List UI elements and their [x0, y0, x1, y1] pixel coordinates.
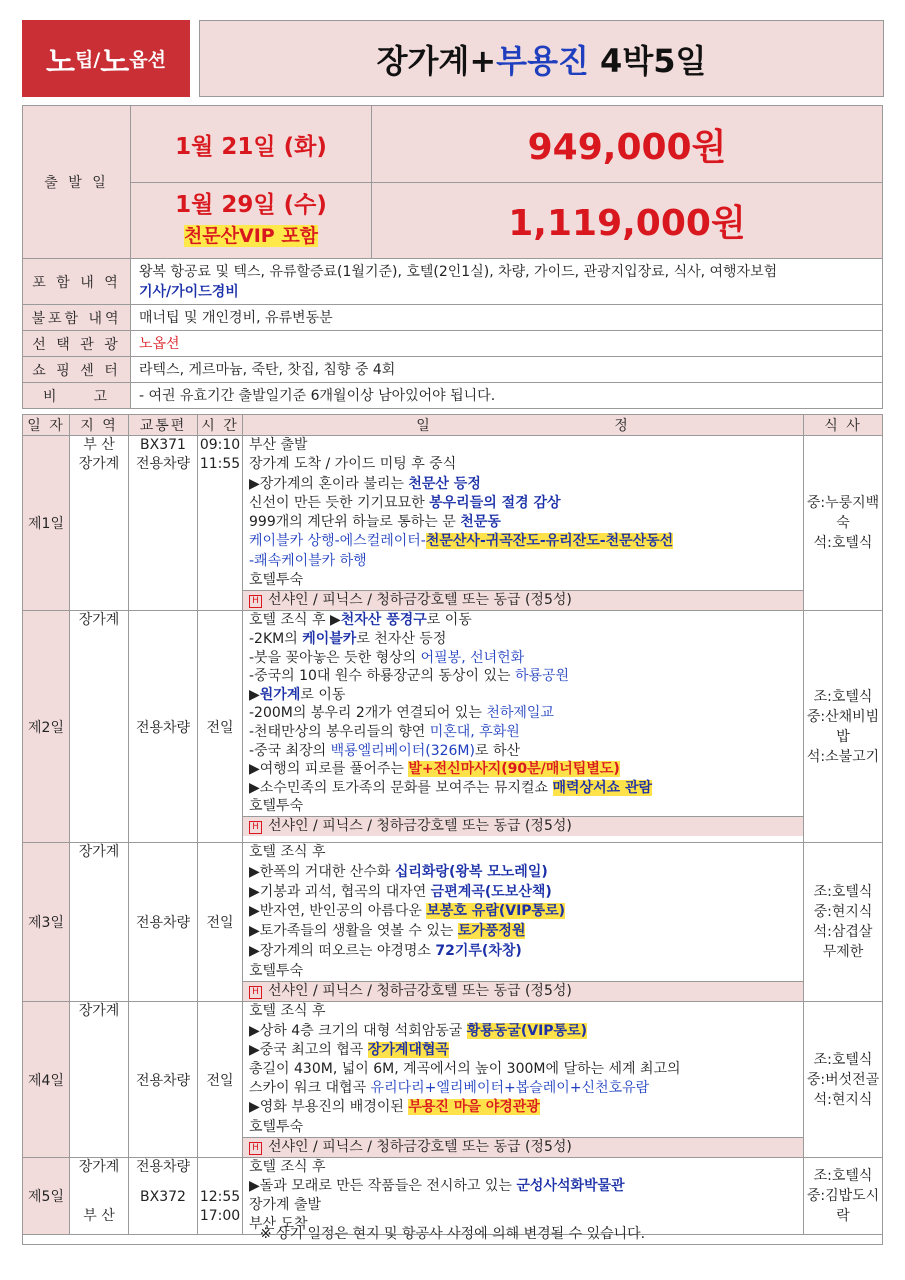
hotel-text: 선샤인 / 피닉스 / 청하금강호텔 또는 동급 (정5성)	[268, 983, 572, 1000]
region: 부 산	[83, 437, 115, 453]
plan-line: 로 이동	[300, 686, 346, 703]
include-text: 왕복 항공료 및 텍스, 유류할증료(1월기준), 호텔(2인1실), 차량, 가이드, 관광지입장료, 식사, 여행자보험	[139, 263, 778, 280]
col-header-region: 지 역	[70, 415, 129, 436]
plan-line: 호텔 조식 후	[249, 1003, 326, 1020]
plan-cell	[243, 1002, 804, 1157]
hotel-icon: H	[249, 986, 262, 999]
plan-line: 장가계 도착 / 가이드 미팅 후 중식	[249, 456, 457, 473]
plan-line: ▶소수민족의 토가족의 문화를 보여주는 뮤지컬쇼	[249, 779, 553, 796]
remark-text: - 여권 유효기간 출발일기준 6개월이상 남아있어야 됩니다.	[131, 383, 883, 409]
plan-line: ▶여행의 피로를 풀어주는	[249, 761, 409, 778]
meal: 조:호텔식	[813, 1051, 873, 1068]
hotel-text: 선샤인 / 피닉스 / 청하금강호텔 또는 동급 (정5성)	[268, 1138, 572, 1155]
include-text-cell	[131, 259, 883, 305]
price-1: 949,000원	[372, 106, 883, 183]
plan-highlight: 보봉호 유람(VIP통로)	[426, 903, 565, 920]
option-text: 노옵션	[131, 331, 883, 357]
plan-line: 부산 도착	[249, 1215, 308, 1232]
plan-line: 신선이 만든 듯한 기기묘묘한	[249, 494, 430, 511]
plan-highlight: 발+전신마사지(90분/매너팁별도)	[408, 761, 620, 778]
table-row	[23, 611, 883, 843]
col-header-day: 일 자	[23, 415, 70, 436]
product-badge	[22, 20, 190, 97]
plan-line: 999개의 계단위 하늘로 통하는 문	[249, 514, 461, 531]
meal: 조:호텔식	[813, 884, 873, 901]
plan-line: 로 천자산 등정	[356, 630, 447, 647]
page-title	[199, 20, 884, 97]
plan-line: ▶한폭의 거대한 산수화	[249, 864, 395, 881]
meal: 석:현지식	[813, 1091, 873, 1108]
transport: BX371	[140, 437, 186, 453]
region: 장가계	[78, 456, 120, 472]
transport-cell: 전용차량	[129, 843, 198, 1002]
badge-no-option: 노	[100, 44, 130, 80]
plan-line: ▶토가족들의 생활을 엿볼 수 있는	[249, 923, 458, 940]
time-cell	[198, 436, 243, 611]
plan-line: ▶영화 부용진의 배경이된	[249, 1099, 409, 1116]
meal: 조:호텔식	[813, 688, 873, 705]
region-cell	[70, 436, 129, 611]
include-label: 포 함 내 역	[23, 259, 131, 305]
plan-highlight: 백룡엘리베이터(326M)	[330, 742, 475, 759]
plan-line: 호텔투숙	[249, 572, 304, 589]
exclude-label: 불포함 내역	[23, 305, 131, 331]
plan-highlight: 어필봉, 선녀헌화	[420, 649, 525, 666]
plan-highlight: 72기루(차창)	[435, 942, 522, 959]
plan-highlight: 군성사석화박물관	[516, 1177, 625, 1194]
plan-line: ▶돌과 모래로 만든 작품들은 전시하고 있는	[249, 1177, 517, 1194]
badge-no-tip: 노	[46, 44, 75, 80]
plan-highlight: 부용진 마을 야경관광	[408, 1099, 540, 1116]
plan-line: -중국 최장의	[249, 742, 331, 759]
plan-line: ▶중국 최고의 협곡	[249, 1041, 368, 1058]
time: 17:00	[199, 1207, 241, 1224]
departure-date-1: 1월 21일 (화)	[131, 106, 372, 183]
plan-line: -2KM의	[249, 630, 303, 647]
day-label: 제1일	[23, 436, 70, 611]
meal: 석:삼겹살	[813, 924, 873, 941]
plan-line: -쾌속케이블카 하행	[249, 552, 367, 569]
title-part-2: 부용진	[496, 41, 589, 80]
plan-highlight: 미혼대, 후화원	[429, 723, 520, 740]
time-cell: 전일	[198, 1002, 243, 1157]
plan-highlight: 천문산사-귀곡잔도-유리잔도-천문산동선	[425, 533, 674, 550]
remark-label: 비 고	[23, 383, 131, 409]
info-table	[22, 258, 883, 409]
plan-highlight: 천문동	[460, 514, 501, 531]
time: 09:10	[199, 437, 241, 453]
plan-highlight: 장가계대협곡	[367, 1041, 449, 1058]
plan-line: 케이블카 상행-에스컬레이터-	[249, 533, 426, 550]
plan-highlight: 금편계곡(도보산책)	[430, 883, 552, 900]
plan-line: ▶장가계의 혼이라 불리는	[249, 475, 409, 492]
region-cell	[70, 843, 129, 1002]
meal: 석:호텔식	[813, 535, 873, 552]
plan-cell	[243, 611, 804, 843]
day-label: 제2일	[23, 611, 70, 843]
region: 부 산	[83, 1207, 115, 1224]
meal: 중:김밥도시락	[806, 1187, 880, 1224]
region: 장가계	[78, 844, 120, 861]
col-header-transport: 교통편	[129, 415, 198, 436]
plan-highlight: 봉우리들의 절경 감상	[429, 494, 561, 511]
plan-line: 호텔 조식 후	[249, 1158, 326, 1175]
option-label: 선 택 관 광	[23, 331, 131, 357]
plan-highlight: 천자산 풍경구	[340, 612, 427, 629]
title-part-3: 4박5일	[588, 41, 707, 80]
meal-cell	[804, 1157, 883, 1234]
badge-option: 옵션	[129, 49, 166, 71]
plan-highlight: 천하제일교	[486, 705, 554, 722]
transport-cell: 전용차량	[129, 611, 198, 843]
col-header-time: 시 간	[198, 415, 243, 436]
plan-line: 호텔투숙	[249, 798, 304, 815]
region: 장가계	[78, 1158, 120, 1175]
plan-cell	[243, 436, 804, 611]
departure-label: 출 발 일	[23, 106, 131, 259]
departure-date-2-note: 천문산VIP 포함	[183, 225, 319, 247]
hotel-line	[243, 1137, 803, 1157]
region-cell	[70, 1157, 129, 1234]
hotel-line	[243, 816, 803, 836]
transport-cell: 전용차량	[129, 1002, 198, 1157]
plan-line: ▶상하 4층 크기의 대형 석회암동굴	[249, 1022, 467, 1039]
meal-cell	[804, 436, 883, 611]
meal: 중:현지식	[813, 904, 873, 921]
plan-line: 호텔 조식 후 ▶	[249, 612, 341, 629]
transport: BX372	[140, 1188, 186, 1205]
plan-line: 부산 출발	[249, 437, 308, 453]
plan-cell	[243, 1157, 804, 1234]
plan-line: ▶반자연, 반인공의 아름다운	[249, 903, 427, 920]
meal: 석:소불고기	[806, 748, 880, 765]
meal: 무제한	[822, 944, 864, 961]
table-row	[23, 843, 883, 1002]
plan-cell	[243, 843, 804, 1002]
plan-line: 장가계 출발	[249, 1196, 322, 1213]
transport-cell	[129, 436, 198, 611]
schedule-table	[22, 414, 883, 1235]
plan-highlight: 케이블카	[302, 630, 357, 647]
meal-cell	[804, 1002, 883, 1157]
meal: 중:누룽지백숙	[806, 495, 880, 532]
meal: 조:호텔식	[813, 1167, 873, 1184]
time-cell	[198, 1157, 243, 1234]
plan-line: 호텔 조식 후	[249, 844, 326, 861]
meal: 중:산채비빔밥	[806, 708, 880, 745]
transport: 전용차량	[135, 1158, 191, 1175]
hotel-line	[243, 981, 803, 1001]
table-row	[23, 1002, 883, 1157]
plan-line: 로 이동	[426, 612, 472, 629]
footer-note: ※ 상기 일정은 현지 및 항공사 사정에 의해 변경될 수 있습니다.	[22, 1224, 883, 1245]
time: 12:55	[199, 1188, 241, 1205]
shop-label: 쇼 핑 센 터	[23, 357, 131, 383]
hotel-line	[243, 590, 803, 610]
price-2: 1,119,000원	[372, 183, 883, 259]
transport-cell	[129, 1157, 198, 1234]
departure-table	[22, 105, 883, 259]
plan-highlight: 십리화랑(왕복 모노레일)	[394, 864, 548, 881]
transport: 전용차량	[135, 456, 191, 472]
plan-line: -200M의 봉우리 2개가 연결되어 있는	[249, 705, 487, 722]
region: 장가계	[78, 1003, 120, 1020]
badge-tip: 팁/	[74, 49, 101, 71]
plan-highlight: 원가계	[259, 686, 301, 703]
shop-text: 라텍스, 게르마늄, 죽탄, 찻집, 침향 중 4회	[131, 357, 883, 383]
region-cell	[70, 1002, 129, 1157]
region: 장가계	[78, 612, 120, 629]
day-label: 제4일	[23, 1002, 70, 1157]
time-cell: 전일	[198, 611, 243, 843]
departure-date-2: 1월 29일 (수)	[175, 192, 327, 218]
hotel-icon: H	[249, 821, 262, 834]
region-cell	[70, 611, 129, 843]
time-cell: 전일	[198, 843, 243, 1002]
time: 11:55	[199, 456, 241, 472]
plan-line: 스카이 워크 대협곡	[249, 1080, 371, 1097]
plan-line: ▶장가계의 떠오르는 야경명소	[249, 942, 436, 959]
plan-highlight: 유리다리+엘리베이터+봅슬레이+신천호유람	[370, 1080, 650, 1097]
plan-line: -중국의 10대 원수 하룡장군의 동상이 있는	[249, 668, 515, 685]
plan-line: 총길이 430M, 넓이 6M, 계곡에서의 높이 300M에 달하는 세계 최고의	[249, 1060, 681, 1077]
plan-highlight: 매력상서쇼 관람	[552, 779, 653, 796]
plan-highlight: 토가풍정원	[457, 923, 526, 940]
hotel-text: 선샤인 / 피닉스 / 청하금강호텔 또는 동급 (정5성)	[268, 592, 572, 609]
hotel-text: 선샤인 / 피닉스 / 청하금강호텔 또는 동급 (정5성)	[268, 817, 572, 834]
table-row	[23, 436, 883, 611]
plan-highlight: 황룡동굴(VIP통로)	[466, 1022, 587, 1039]
day-label: 제5일	[23, 1157, 70, 1234]
plan-line: ▶기봉과 괴석, 협곡의 대자연	[249, 883, 431, 900]
day-label: 제3일	[23, 843, 70, 1002]
title-part-1: 장가계+	[376, 41, 497, 80]
departure-date-2-cell	[131, 183, 372, 259]
table-row	[23, 1157, 883, 1234]
hotel-icon: H	[249, 595, 262, 608]
plan-highlight: 천문산 등정	[408, 475, 481, 492]
hotel-icon: H	[249, 1142, 262, 1155]
plan-line: 로 하산	[474, 742, 521, 759]
plan-highlight: 하룡공원	[514, 668, 570, 685]
meal-cell	[804, 843, 883, 1002]
plan-line: 호텔투숙	[249, 1118, 304, 1135]
plan-line: -붓을 꽂아놓은 듯한 형상의	[249, 649, 421, 666]
exclude-text: 매너팁 및 개인경비, 유류변동분	[131, 305, 883, 331]
plan-line: -천태만상의 봉우리들의 향연	[249, 723, 430, 740]
meal: 중:버섯전골	[806, 1071, 880, 1088]
meal-cell	[804, 611, 883, 843]
col-header-plan: 일 정	[243, 415, 804, 436]
col-header-meal: 식 사	[804, 415, 883, 436]
plan-line: 호텔투숙	[249, 962, 304, 979]
plan-line: ▶	[249, 686, 260, 703]
include-text-2: 기사/가이드경비	[139, 283, 239, 300]
